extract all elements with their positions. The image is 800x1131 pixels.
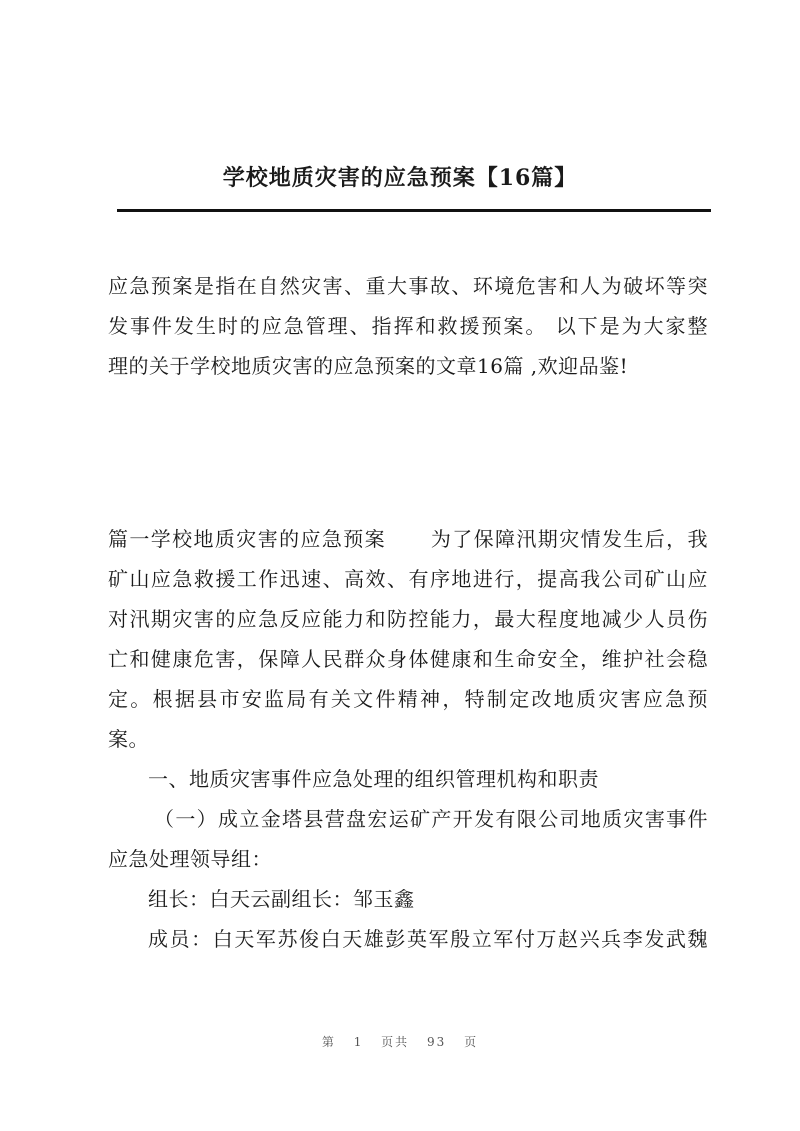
section-one: [108, 519, 708, 959]
subitem-line: 应急处理领导组：: [108, 847, 272, 871]
section-first-line-text: 为了保障汛期灾情发生后，我: [430, 527, 708, 551]
footer-total-pages: 93: [427, 1035, 447, 1049]
footer-label-pages: 页: [464, 1035, 479, 1049]
title-underline: [117, 209, 711, 212]
section-line: 矿山应急救援工作迅速、高效、有序地进行，提高我公司矿山应: [108, 567, 708, 591]
section-heading: 篇一学校地质灾害的应急预案: [108, 527, 386, 551]
footer-page-number: 1: [353, 1035, 364, 1049]
intro-line: 理的关于学校地质灾害的应急预案的文章16篇 ,欢迎品鉴!: [108, 354, 629, 378]
intro-line: 发事件发生时的应急管理、指挥和救援预案。 以下是为大家整: [108, 314, 708, 338]
footer-label-page: 第: [321, 1035, 336, 1049]
footer-label-of: 页共: [381, 1035, 410, 1049]
intro-line: 应急预案是指在自然灾害、重大事故、环境危害和人为破坏等突: [108, 274, 708, 298]
item-heading: 一、地质灾害事件应急处理的组织管理机构和职责: [148, 767, 599, 791]
leaders-line: 组长：白天云副组长：邹玉鑫: [148, 887, 415, 911]
document-title: 学校地质灾害的应急预案【16篇】: [222, 165, 578, 191]
intro-paragraph: [108, 266, 708, 386]
page-footer: [0, 1033, 800, 1050]
section-line: 对汛期灾害的应急反应能力和防控能力，最大程度地减少人员伤: [108, 607, 708, 631]
members-line: 成员：白天军苏俊白天雄彭英军殷立军付万赵兴兵李发武魏: [148, 927, 708, 951]
subitem-line: （一）成立金塔县营盘宏运矿产开发有限公司地质灾害事件: [154, 807, 708, 831]
section-first-line: [108, 519, 708, 559]
section-line: 亡和健康危害，保障人民群众身体健康和生命安全，维护社会稳: [108, 647, 708, 671]
section-line: 案。: [108, 727, 149, 751]
section-line: 定。根据县市安监局有关文件精神，特制定改地质灾害应急预: [108, 687, 708, 711]
